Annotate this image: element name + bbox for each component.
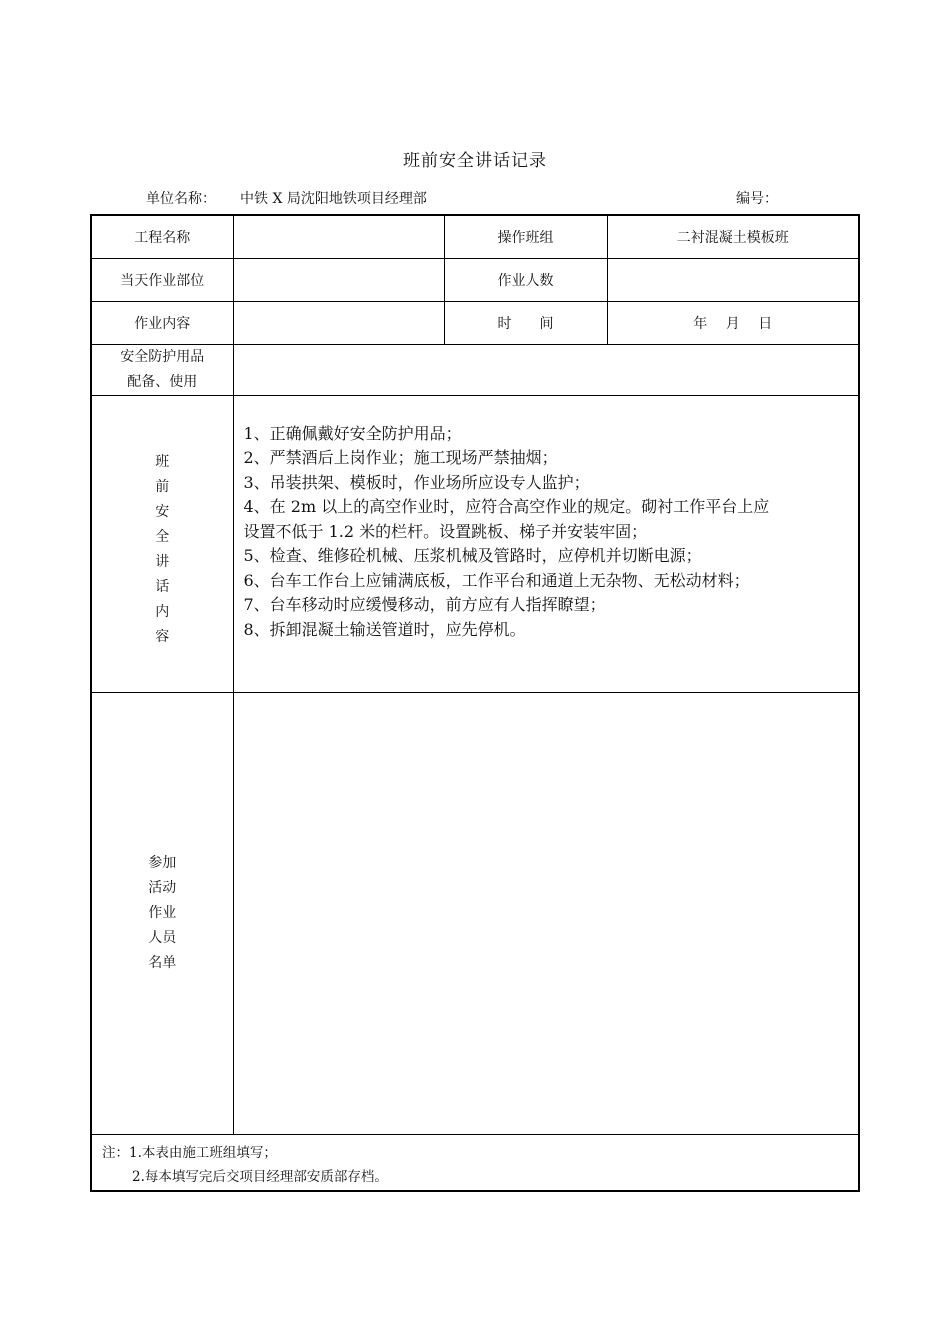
participants-label (91, 692, 233, 1134)
speech-item: 2、严禁酒后上岗作业；施工现场严禁抽烟； (243, 448, 558, 467)
row-notes (91, 1134, 859, 1191)
speech-content (233, 395, 859, 692)
row-content (91, 301, 859, 344)
worker-count-field[interactable] (607, 258, 859, 301)
note-line-1: 注：1.本表由施工班组填写； (102, 1144, 277, 1161)
row-speech (91, 395, 859, 692)
speech-item: 3、吊装拱架、模板时，作业场所应设专人监护； (243, 472, 590, 492)
unit-name-label: 单位名称： (146, 191, 216, 207)
speech-label-char: 容 (155, 628, 170, 645)
work-content-field[interactable] (233, 301, 444, 344)
operation-team-label: 操作班组 (444, 215, 607, 258)
speech-label-char: 前 (155, 478, 170, 495)
speech-item: 8、拆卸混凝土输送管道时，应先停机。 (243, 619, 526, 639)
participants-field[interactable] (233, 692, 859, 1134)
worker-count-label: 作业人数 (444, 258, 607, 301)
speech-label-char: 内 (155, 603, 170, 620)
speech-item: 6、台车工作台上应铺满底板，工作平台和通道上无杂物、无松动材料； (243, 570, 750, 590)
number-label: 编号： (736, 191, 778, 207)
speech-content-label (91, 395, 233, 692)
operation-team-value[interactable]: 二衬混凝土模板班 (607, 215, 859, 258)
row-ppe (91, 344, 859, 395)
work-location-field[interactable] (233, 258, 444, 301)
participants-label-line: 人员 (148, 929, 177, 946)
row-location (91, 258, 859, 301)
participants-label-line: 参加 (148, 854, 177, 871)
note-line-2: 2.每本填写完后交项目经理部安质部存档。 (132, 1168, 388, 1185)
notes (91, 1134, 859, 1191)
work-content-label: 作业内容 (91, 301, 233, 344)
speech-label-char: 话 (155, 578, 170, 595)
row-participants (91, 692, 859, 1134)
participants-label-line: 作业 (148, 904, 177, 921)
speech-item: 4、在 2m 以上的高空作业时，应符合高空作业的规定。砌衬工作平台上应 (243, 497, 770, 516)
speech-item: 设置不低于 1.2 米的栏杆。设置跳板、梯子并安装牢固； (243, 521, 648, 541)
date-field[interactable]: 年 月 日 (607, 301, 859, 344)
speech-label-char: 讲 (155, 553, 170, 570)
participants-label-line: 名单 (148, 954, 177, 971)
ppe-label (91, 344, 233, 395)
speech-item: 7、台车移动时应缓慢移动，前方应有人指挥瞭望； (243, 595, 606, 614)
participants-label-line: 活动 (148, 879, 177, 896)
time-label: 时 间 (444, 301, 607, 344)
ppe-field[interactable] (233, 344, 859, 395)
row-project (91, 215, 859, 258)
speech-label-char: 班 (155, 453, 170, 470)
safety-talk-form (90, 214, 860, 1192)
project-name-field[interactable] (233, 215, 444, 258)
ppe-label-line1: 安全防护用品 (120, 348, 205, 365)
ppe-label-line2: 配备、使用 (127, 373, 198, 390)
work-location-label: 当天作业部位 (91, 258, 233, 301)
speech-item: 1、正确佩戴好安全防护用品； (243, 423, 462, 443)
project-name-label: 工程名称 (91, 215, 233, 258)
speech-label-char: 全 (155, 528, 170, 545)
speech-label-char: 安 (155, 503, 170, 520)
speech-item: 5、检查、维修砼机械、压浆机械及管路时，应停机并切断电源； (243, 546, 702, 565)
page-title: 班前安全讲话记录 (403, 151, 547, 171)
unit-name-value: 中铁 X 局沈阳地铁项目经理部 (240, 191, 427, 207)
